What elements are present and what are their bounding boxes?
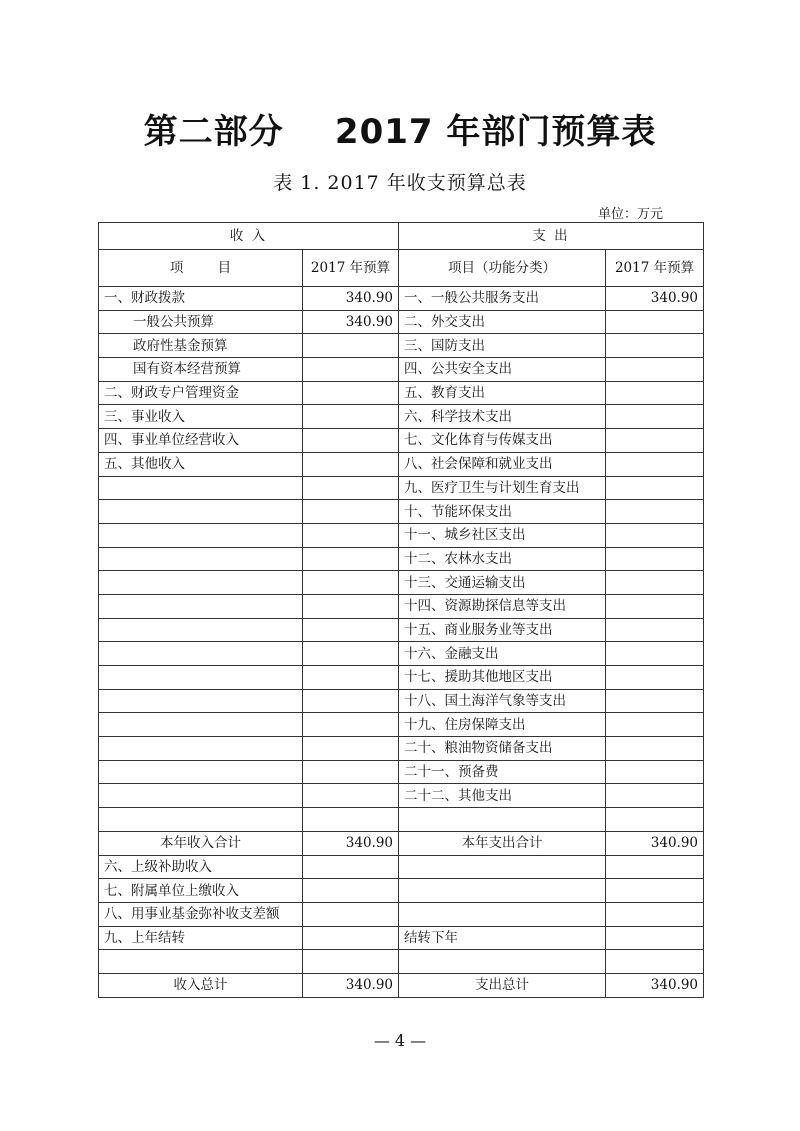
income-value-cell (303, 808, 399, 832)
table-row (99, 452, 704, 476)
expense-item-cell (399, 902, 606, 926)
income-value-cell (303, 618, 399, 642)
income-item-cell (99, 689, 303, 713)
expense-item-cell: 四、公共安全支出 (399, 358, 606, 382)
table-row (99, 287, 704, 311)
income-item-cell (99, 950, 303, 974)
table-body (99, 287, 704, 998)
expense-budget-header: 2017 年预算 (606, 250, 704, 287)
income-section-header: 收 入 (99, 223, 399, 250)
income-value-cell (303, 571, 399, 595)
income-value-cell (303, 358, 399, 382)
table-row (99, 500, 704, 524)
expense-item-header: 项目（功能分类） (399, 250, 606, 287)
expense-item-cell: 十八、国土海洋气象等支出 (399, 689, 606, 713)
table-row (99, 358, 704, 382)
expense-item-cell: 二十、粮油物资储备支出 (399, 737, 606, 761)
expense-item-cell: 七、文化体育与传媒支出 (399, 429, 606, 453)
table-row (99, 310, 704, 334)
income-value-cell (303, 855, 399, 879)
expense-item-cell: 十九、住房保障支出 (399, 713, 606, 737)
income-item-cell: 国有资本经营预算 (99, 358, 303, 382)
expense-item-cell: 十一、城乡社区支出 (399, 523, 606, 547)
expense-value-cell (606, 594, 704, 618)
table-row (99, 737, 704, 761)
table-row (99, 784, 704, 808)
income-item-cell (99, 571, 303, 595)
expense-item-cell: 十四、资源勘探信息等支出 (399, 594, 606, 618)
expense-item-cell: 九、医疗卫生与计划生育支出 (399, 476, 606, 500)
expense-item-cell: 三、国防支出 (399, 334, 606, 358)
expense-item-cell (399, 808, 606, 832)
expense-item-cell: 十六、金融支出 (399, 642, 606, 666)
income-value-cell (303, 381, 399, 405)
income-value-cell (303, 476, 399, 500)
expense-item-cell: 十七、援助其他地区支出 (399, 666, 606, 690)
income-item-cell: 一、财政拨款 (99, 287, 303, 311)
table-row (99, 713, 704, 737)
table-title: 表 1. 2017 年收支预算总表 (273, 172, 527, 194)
table-row (99, 666, 704, 690)
income-value-cell (303, 500, 399, 524)
table-row (99, 642, 704, 666)
expense-value-cell (606, 429, 704, 453)
income-item-cell: 收入总计 (99, 973, 303, 997)
table-row (99, 618, 704, 642)
expense-item-cell: 六、科学技术支出 (399, 405, 606, 429)
table-row (99, 334, 704, 358)
unit-label: 单位：万元 (598, 207, 664, 222)
income-item-header: 项 目 (99, 250, 303, 287)
expense-section-header: 支 出 (399, 223, 704, 250)
income-item-cell (99, 737, 303, 761)
income-value-cell (303, 666, 399, 690)
income-value-cell (303, 523, 399, 547)
expense-value-cell (606, 523, 704, 547)
income-value-cell (303, 429, 399, 453)
expense-item-cell: 支出总计 (399, 973, 606, 997)
income-item-cell (99, 547, 303, 571)
header-row-columns (99, 250, 704, 287)
income-item-cell (99, 784, 303, 808)
income-item-cell (99, 642, 303, 666)
table-row (99, 381, 704, 405)
expense-value-cell (606, 618, 704, 642)
expense-value-cell (606, 405, 704, 429)
table-row (99, 429, 704, 453)
income-value-cell (303, 547, 399, 571)
expense-value-cell: 340.90 (606, 973, 704, 997)
expense-value-cell: 340.90 (606, 287, 704, 311)
table-row (99, 855, 704, 879)
expense-value-cell (606, 737, 704, 761)
income-item-cell: 一般公共预算 (99, 310, 303, 334)
income-value-cell (303, 689, 399, 713)
expense-item-cell: 二、外交支出 (399, 310, 606, 334)
page-number: — 4 — (373, 1031, 427, 1050)
income-value-cell: 340.90 (303, 310, 399, 334)
income-item-cell (99, 523, 303, 547)
income-value-cell (303, 405, 399, 429)
expense-value-cell (606, 689, 704, 713)
income-item-cell: 六、上级补助收入 (99, 855, 303, 879)
income-item-cell: 政府性基金预算 (99, 334, 303, 358)
table-row (99, 902, 704, 926)
income-item-cell: 五、其他收入 (99, 452, 303, 476)
expense-value-cell (606, 547, 704, 571)
income-item-cell (99, 808, 303, 832)
expense-value-cell (606, 926, 704, 950)
income-value-cell (303, 902, 399, 926)
income-value-cell (303, 594, 399, 618)
expense-value-cell (606, 902, 704, 926)
income-budget-header: 2017 年预算 (303, 250, 399, 287)
budget-summary-table (98, 222, 704, 998)
expense-item-cell (399, 855, 606, 879)
expense-item-cell: 结转下年 (399, 926, 606, 950)
income-item-cell: 八、用事业基金弥补收支差额 (99, 902, 303, 926)
income-value-cell (303, 642, 399, 666)
expense-value-cell (606, 713, 704, 737)
table-row (99, 831, 704, 855)
table-row (99, 950, 704, 974)
expense-item-cell: 十、节能环保支出 (399, 500, 606, 524)
expense-value-cell (606, 760, 704, 784)
table-row (99, 926, 704, 950)
expense-value-cell (606, 334, 704, 358)
income-value-cell (303, 926, 399, 950)
income-value-cell: 340.90 (303, 973, 399, 997)
expense-item-cell: 一、一般公共服务支出 (399, 287, 606, 311)
expense-item-cell: 二十一、预备费 (399, 760, 606, 784)
expense-item-cell: 本年支出合计 (399, 831, 606, 855)
table-row (99, 476, 704, 500)
expense-value-cell (606, 571, 704, 595)
expense-value-cell (606, 855, 704, 879)
table-row (99, 973, 704, 997)
expense-value-cell (606, 808, 704, 832)
income-value-cell (303, 713, 399, 737)
income-value-cell (303, 737, 399, 761)
income-item-cell (99, 618, 303, 642)
expense-value-cell (606, 310, 704, 334)
income-item-cell: 三、事业收入 (99, 405, 303, 429)
expense-value-cell (606, 950, 704, 974)
expense-item-cell (399, 950, 606, 974)
expense-item-cell (399, 879, 606, 903)
income-item-cell (99, 760, 303, 784)
page-title: 第二部分 2017 年部门预算表 (143, 112, 657, 152)
header-row-sections (99, 223, 704, 250)
table-row (99, 879, 704, 903)
income-item-cell (99, 500, 303, 524)
expense-value-cell (606, 642, 704, 666)
table-row (99, 571, 704, 595)
income-value-cell (303, 452, 399, 476)
income-value-cell (303, 950, 399, 974)
table-row (99, 523, 704, 547)
expense-value-cell (606, 476, 704, 500)
income-value-cell (303, 760, 399, 784)
expense-value-cell (606, 500, 704, 524)
expense-item-cell: 十三、交通运输支出 (399, 571, 606, 595)
expense-value-cell (606, 666, 704, 690)
expense-item-cell: 十二、农林水支出 (399, 547, 606, 571)
expense-value-cell: 340.90 (606, 831, 704, 855)
table-row (99, 594, 704, 618)
expense-value-cell (606, 879, 704, 903)
expense-value-cell (606, 452, 704, 476)
income-item-cell: 七、附属单位上缴收入 (99, 879, 303, 903)
table-row (99, 689, 704, 713)
income-item-cell (99, 713, 303, 737)
income-item-cell (99, 476, 303, 500)
expense-value-cell (606, 784, 704, 808)
income-item-cell: 四、事业单位经营收入 (99, 429, 303, 453)
income-value-cell (303, 334, 399, 358)
table-row (99, 808, 704, 832)
income-item-cell: 九、上年结转 (99, 926, 303, 950)
expense-item-cell: 八、社会保障和就业支出 (399, 452, 606, 476)
expense-item-cell: 五、教育支出 (399, 381, 606, 405)
table-row (99, 547, 704, 571)
income-value-cell: 340.90 (303, 831, 399, 855)
income-item-cell: 二、财政专户管理资金 (99, 381, 303, 405)
income-item-cell: 本年收入合计 (99, 831, 303, 855)
income-item-cell (99, 666, 303, 690)
income-value-cell (303, 879, 399, 903)
expense-item-cell: 二十二、其他支出 (399, 784, 606, 808)
table-row (99, 760, 704, 784)
expense-value-cell (606, 381, 704, 405)
expense-item-cell: 十五、商业服务业等支出 (399, 618, 606, 642)
income-value-cell: 340.90 (303, 287, 399, 311)
table-row (99, 405, 704, 429)
expense-value-cell (606, 358, 704, 382)
income-value-cell (303, 784, 399, 808)
income-item-cell (99, 594, 303, 618)
